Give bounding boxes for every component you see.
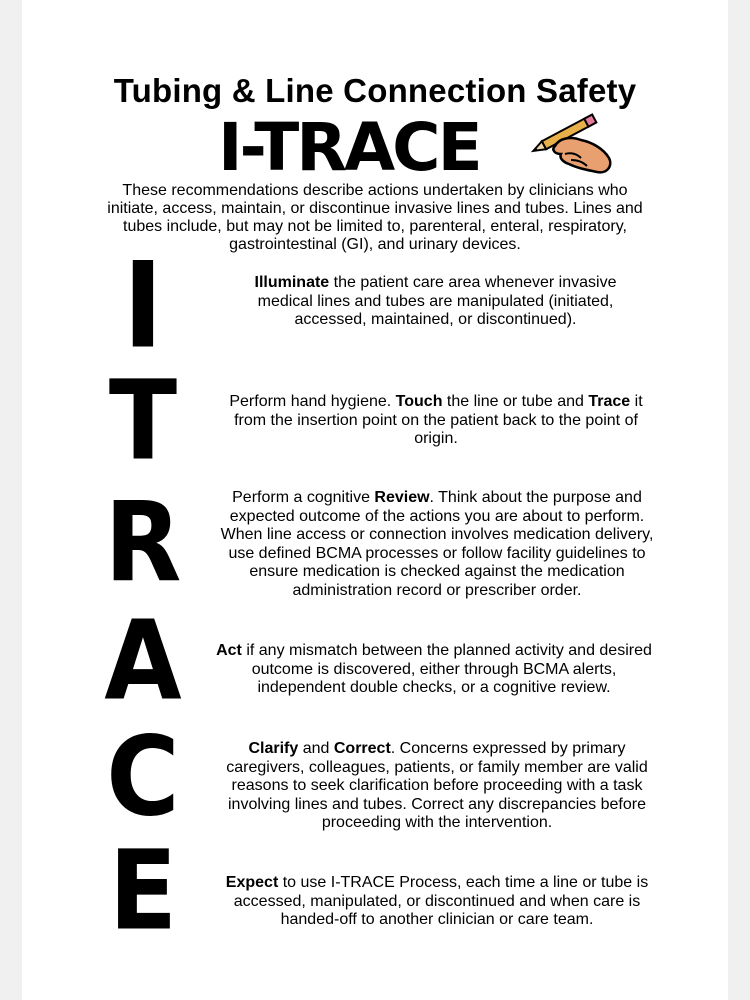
hand-writing-with-pencil-icon [525,108,617,180]
step-text: the patient care area whenever invasive medical lines and tubes are manipulated (initiated, accessed, maintained, or discontinued). [257,274,617,328]
acronym-letter-i: I [122,237,164,376]
step-keyword: Touch [395,393,443,410]
step-touch-trace [218,393,654,449]
step-text: if any mismatch between the planned activity and desired outcome is discovered, either through BCMA alerts, independent double checks, or a cognitive review. [241,642,652,696]
step-text: Perform hand hygiene. [229,393,396,410]
step-keyword: Trace [588,393,631,410]
step-expect [212,874,662,930]
step-text: Perform a cognitive [232,489,375,506]
step-text: . Think about the purpose and expected outcome of the actions you are about to perform. When line access or connection involves medication delivery, use defined BCMA processes or follow facility guidelines to ensure medication is checked against the medication administration record or prescriber order. [220,489,654,599]
step-keyword: Clarify [248,740,299,757]
acronym-letter-a: A [104,596,182,725]
step-text: the line or tube and [442,393,589,410]
step-text: to use I-TRACE Process, each time a line or tube is accessed, manipulated, or discontinued and when care is handed-off to another clinician or care team. [233,874,649,928]
step-review [212,489,662,600]
acronym-letter-r: R [104,478,182,607]
acronym-letter-t: T [108,356,178,485]
step-text: it from the insertion point on the patient back to the point of origin. [234,393,643,447]
step-keyword: Expect [225,874,279,891]
step-text: . Concerns expressed by primary caregivers, colleagues, patients, or family member are valid reasons to seek clarification before proceeding with a task involving lines and tubes. Correct any discrepancies before proceeding with the intervention. [226,740,648,831]
step-keyword: Act [216,642,242,659]
step-keyword: Illuminate [254,274,330,291]
acronym-letter-e: E [108,826,178,955]
step-act [214,642,654,698]
step-text: and [298,740,334,757]
intro-paragraph: These recommendations describe actions undertaken by clinicians who initiate, access, maintain, or discontinue invasive lines and tubes. Lines and tubes include, but may not be limited to, parenteral, enteral, respiratory, gastrointestinal (GI), and urinary devices. [107,182,643,253]
step-keyword: Review [374,489,430,506]
step-keyword: Correct [333,740,391,757]
step-clarify-correct [212,740,662,833]
logo-text: I-TRACE [218,109,480,186]
step-illuminate [228,274,643,330]
page-title: Tubing & Line Connection Safety [113,72,637,109]
acronym-letter-c: C [106,712,180,841]
